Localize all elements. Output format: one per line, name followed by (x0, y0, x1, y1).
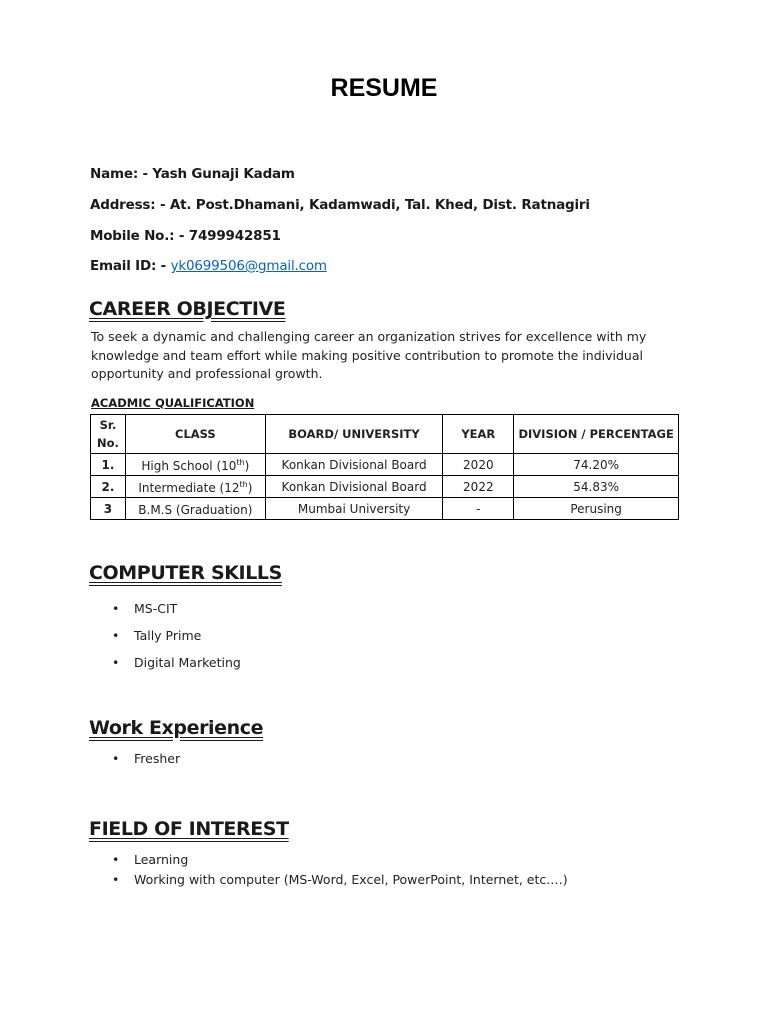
cell-board: Mumbai University (265, 498, 443, 520)
cell-division: 74.20% (514, 454, 679, 476)
page-title: RESUME (330, 74, 438, 102)
mobile-line: Mobile No.: - 7499942851 (90, 228, 281, 244)
cell-division: Perusing (514, 498, 679, 520)
header-year: YEAR (443, 415, 514, 454)
cell-division: 54.83% (514, 476, 679, 498)
cell-board: Konkan Divisional Board (265, 454, 443, 476)
cell-sr: 3 (91, 498, 126, 520)
header-board: BOARD/ UNIVERSITY (265, 415, 443, 454)
cell-year: 2022 (443, 476, 514, 498)
header-division: DIVISION / PERCENTAGE (514, 415, 679, 454)
qualification-table (90, 414, 679, 520)
table-row (91, 476, 679, 498)
field-of-interest-heading: FIELD OF INTEREST (89, 818, 289, 840)
name-line: Name: - Yash Gunaji Kadam (90, 166, 295, 182)
work-experience-heading: Work Experience (89, 717, 264, 739)
email-label: Email ID: - (90, 258, 171, 274)
table-row (91, 454, 679, 476)
table-header-row (91, 415, 679, 454)
cell-year: - (443, 498, 514, 520)
list-item: • MS-CIT (112, 595, 241, 622)
cell-year: 2020 (443, 454, 514, 476)
list-item: • Tally Prime (112, 622, 241, 649)
list-item: • Fresher (112, 750, 180, 768)
address-line: Address: - At. Post.Dhamani, Kadamwadi, Tal. Khed, Dist. Ratnagiri (90, 197, 590, 213)
cell-class: B.M.S (Graduation) (125, 498, 265, 520)
cell-class: High School (10th) (125, 454, 265, 476)
work-experience-list (112, 750, 180, 768)
computer-skills-list (112, 595, 241, 676)
cell-class: Intermediate (12th) (125, 476, 265, 498)
list-item: • Learning (112, 850, 568, 870)
cell-board: Konkan Divisional Board (265, 476, 443, 498)
qualification-heading: ACADMIC QUALIFICATION (91, 396, 255, 410)
email-link[interactable]: yk0699506@gmail.com (170, 258, 327, 274)
computer-skills-heading: COMPUTER SKILLS (89, 562, 282, 584)
table-row (91, 498, 679, 520)
career-objective-heading: CAREER OBJECTIVE (89, 298, 286, 320)
career-objective-text: To seek a dynamic and challenging career an organization strives for excellence with my knowledge and team effort while making positive contribution to promote the individual opportunity and professional growth. (91, 329, 647, 381)
header-sr: Sr. No. (91, 415, 126, 454)
email-line (90, 258, 327, 274)
header-class: CLASS (125, 415, 265, 454)
field-of-interest-list (112, 850, 568, 890)
list-item: • Working with computer (MS-Word, Excel, PowerPoint, Internet, etc.…) (112, 870, 568, 890)
cell-sr: 1. (91, 454, 126, 476)
list-item: • Digital Marketing (112, 649, 241, 676)
cell-sr: 2. (91, 476, 126, 498)
